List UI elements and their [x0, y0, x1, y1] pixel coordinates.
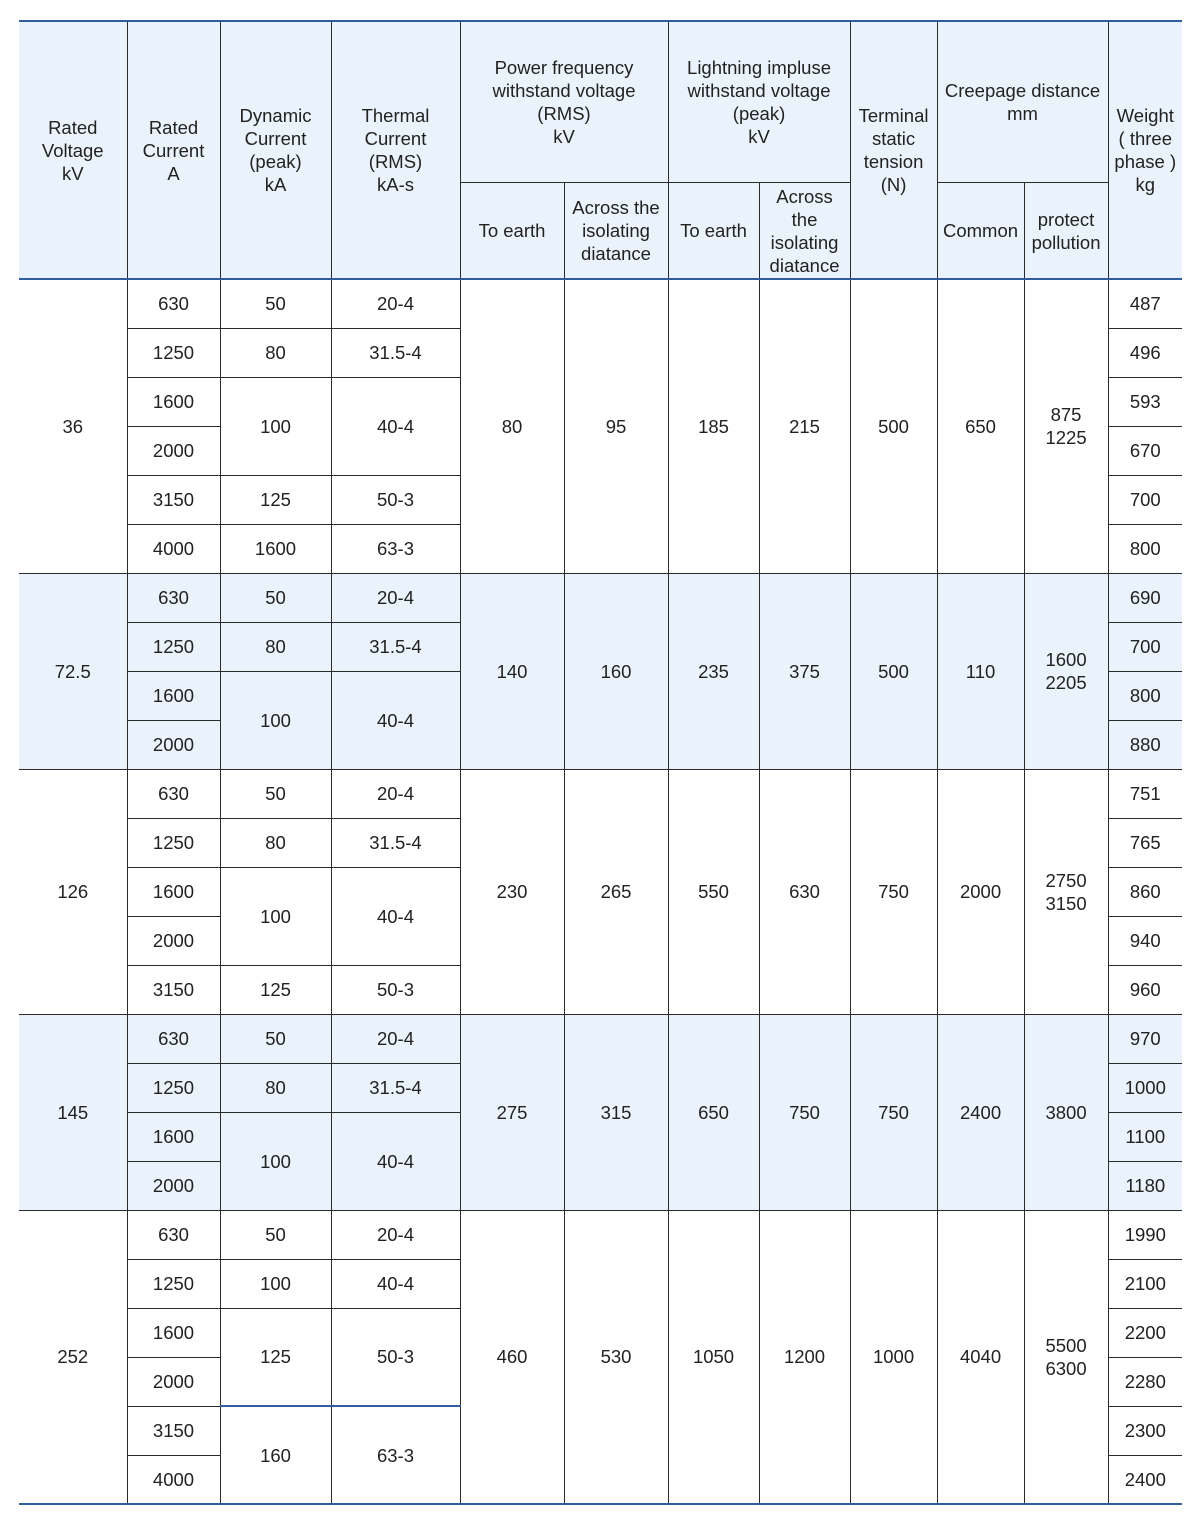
cell-rated-current: 630: [127, 1210, 220, 1259]
cell-text-line: Weight: [1116, 105, 1174, 126]
cell-dynamic-current: 160: [220, 1406, 331, 1504]
cell-creepage-common: 2400: [937, 1014, 1024, 1210]
cell-creepage-protect: [1024, 769, 1108, 1014]
header-power-frequency: [460, 21, 668, 183]
cell-rated-voltage: 145: [19, 1014, 127, 1210]
cell-dynamic-current: 80: [220, 622, 331, 671]
cell-rated-current: 2000: [127, 426, 220, 475]
cell-pf-across: 315: [564, 1014, 668, 1210]
header-lightning-impulse: [668, 21, 850, 183]
cell-pf-to-earth: 230: [460, 769, 564, 1014]
cell-text-line: Thermal: [361, 105, 430, 126]
cell-dynamic-current: 125: [220, 475, 331, 524]
cell-thermal-current: 50-3: [331, 1308, 460, 1406]
cell-text-line: Power frequency: [494, 57, 634, 78]
cell-dynamic-current: 100: [220, 867, 331, 965]
cell-text-line: Across the: [572, 197, 660, 218]
cell-dynamic-current: 50: [220, 769, 331, 818]
cell-weight: 1180: [1108, 1161, 1182, 1210]
cell-rated-current: 1600: [127, 1112, 220, 1161]
cell-pf-across: 265: [564, 769, 668, 1014]
cell-weight: 2280: [1108, 1357, 1182, 1406]
cell-text-line: 2205: [1045, 672, 1087, 693]
cell-thermal-current: 40-4: [331, 377, 460, 475]
cell-thermal-current: 20-4: [331, 769, 460, 818]
cell-weight: 800: [1108, 524, 1182, 573]
cell-rated-voltage: 126: [19, 769, 127, 1014]
cell-rated-current: 1600: [127, 1308, 220, 1357]
cell-text-line: diatance: [581, 243, 651, 264]
cell-li-across: 375: [759, 573, 850, 769]
header-creepage-protect: [1024, 183, 1108, 280]
cell-text-line: 2750: [1045, 869, 1087, 891]
cell-text-line: (RMS): [368, 151, 423, 172]
cell-li-to-earth: 1050: [668, 1210, 759, 1504]
voltage-group-252: [19, 1210, 1182, 1504]
cell-dynamic-current: 1600: [220, 524, 331, 573]
header-pf-across: [564, 183, 668, 280]
cell-weight: 487: [1108, 279, 1182, 328]
cell-weight: 700: [1108, 475, 1182, 524]
cell-thermal-current: 31.5-4: [331, 818, 460, 867]
cell-rated-current: 630: [127, 1014, 220, 1063]
cell-text-line: Rated: [148, 116, 199, 138]
cell-weight: 593: [1108, 377, 1182, 426]
header-pf-to-earth: [460, 183, 564, 280]
cell-text-line: kA: [264, 174, 287, 195]
voltage-group-126: [19, 769, 1182, 1014]
cell-text-line: 3150: [1045, 892, 1087, 914]
cell-text-line: Creepage distance: [944, 80, 1101, 101]
cell-rated-current: 630: [127, 279, 220, 328]
cell-pf-to-earth: 80: [460, 279, 564, 573]
cell-weight: 2400: [1108, 1455, 1182, 1504]
cell-weight: 800: [1108, 671, 1182, 720]
header-li-to-earth: [668, 183, 759, 280]
cell-dynamic-current: 80: [220, 818, 331, 867]
cell-dynamic-current: 50: [220, 279, 331, 328]
cell-text-line: protect: [1037, 208, 1095, 230]
cell-rated-current: 3150: [127, 475, 220, 524]
cell-li-to-earth: 550: [668, 769, 759, 1014]
cell-pf-across: 530: [564, 1210, 668, 1504]
cell-rated-current: 3150: [127, 965, 220, 1014]
cell-pf-across: 160: [564, 573, 668, 769]
voltage-group-72-5: [19, 573, 1182, 769]
cell-terminal-tension: 1000: [850, 1210, 937, 1504]
cell-thermal-current: 63-3: [331, 1406, 460, 1504]
cell-weight: 751: [1108, 769, 1182, 818]
cell-thermal-current: 50-3: [331, 475, 460, 524]
cell-text-line: 875: [1050, 404, 1082, 426]
cell-text-line: static: [871, 128, 916, 149]
cell-li-to-earth: 185: [668, 279, 759, 573]
cell-weight: 2300: [1108, 1406, 1182, 1455]
cell-thermal-current: 20-4: [331, 279, 460, 328]
table-header: [19, 21, 1182, 279]
cell-text-line: the: [791, 208, 818, 230]
cell-creepage-protect: [1024, 573, 1108, 769]
cell-text-line: Terminal: [858, 105, 929, 126]
cell-weight: 690: [1108, 573, 1182, 622]
cell-thermal-current: 20-4: [331, 1014, 460, 1063]
cell-rated-current: 1250: [127, 328, 220, 377]
cell-pf-to-earth: 460: [460, 1210, 564, 1504]
voltage-group-145: [19, 1014, 1182, 1210]
cell-thermal-current: 63-3: [331, 524, 460, 573]
cell-text-line: (peak): [732, 103, 786, 124]
cell-text-line: kV: [61, 162, 84, 184]
cell-creepage-common: 110: [937, 573, 1024, 769]
cell-text-line: diatance: [769, 254, 840, 276]
cell-creepage-common: 2000: [937, 769, 1024, 1014]
cell-weight: 880: [1108, 720, 1182, 769]
cell-creepage-protect: [1024, 279, 1108, 573]
cell-creepage-protect: [1024, 1014, 1108, 1210]
cell-thermal-current: 31.5-4: [331, 1063, 460, 1112]
cell-rated-current: 1250: [127, 1063, 220, 1112]
header-creepage-common: [937, 183, 1024, 280]
cell-rated-voltage: 36: [19, 279, 127, 573]
table-row: [19, 573, 1182, 622]
cell-rated-current: 2000: [127, 720, 220, 769]
cell-rated-current: 3150: [127, 1406, 220, 1455]
cell-text-line: withstand voltage: [492, 80, 636, 101]
cell-rated-current: 4000: [127, 524, 220, 573]
cell-text-line: 1225: [1045, 427, 1087, 449]
cell-li-across: 1200: [759, 1210, 850, 1504]
cell-thermal-current: 50-3: [331, 965, 460, 1014]
cell-thermal-current: 31.5-4: [331, 328, 460, 377]
cell-dynamic-current: 125: [220, 965, 331, 1014]
cell-text-line: (N): [880, 174, 907, 195]
cell-rated-current: 2000: [127, 1161, 220, 1210]
cell-text-line: Common: [943, 220, 1019, 241]
cell-rated-current: 1250: [127, 1259, 220, 1308]
cell-creepage-protect: [1024, 1210, 1108, 1504]
cell-li-across: 750: [759, 1014, 850, 1210]
cell-weight: 496: [1108, 328, 1182, 377]
cell-terminal-tension: 750: [850, 769, 937, 1014]
cell-text-line: Rated: [48, 116, 98, 138]
cell-thermal-current: 40-4: [331, 671, 460, 769]
cell-weight: 1990: [1108, 1210, 1182, 1259]
cell-thermal-current: 40-4: [331, 1112, 460, 1210]
cell-text-line: Across: [776, 185, 833, 207]
cell-weight: 940: [1108, 916, 1182, 965]
cell-weight: 970: [1108, 1014, 1182, 1063]
cell-thermal-current: 20-4: [331, 1210, 460, 1259]
cell-rated-current: 4000: [127, 1455, 220, 1504]
cell-creepage-common: 4040: [937, 1210, 1024, 1504]
cell-terminal-tension: 500: [850, 573, 937, 769]
cell-text-line: (peak): [249, 151, 302, 172]
cell-text-line: (RMS): [537, 103, 591, 124]
cell-rated-current: 2000: [127, 916, 220, 965]
cell-weight: 1100: [1108, 1112, 1182, 1161]
cell-weight: 700: [1108, 622, 1182, 671]
cell-weight: 1000: [1108, 1063, 1182, 1112]
cell-weight: 670: [1108, 426, 1182, 475]
cell-dynamic-current: 80: [220, 328, 331, 377]
cell-text-line: Current: [244, 128, 307, 149]
cell-rated-current: 2000: [127, 1357, 220, 1406]
cell-pf-to-earth: 140: [460, 573, 564, 769]
cell-weight: 765: [1108, 818, 1182, 867]
table-row: [19, 769, 1182, 818]
cell-pf-to-earth: 275: [460, 1014, 564, 1210]
table-row: [19, 1210, 1182, 1259]
header-li-across: [759, 183, 850, 280]
cell-thermal-current: 20-4: [331, 573, 460, 622]
cell-text-line: To earth: [680, 220, 747, 241]
cell-rated-current: 1600: [127, 377, 220, 426]
cell-text-line: isolating: [770, 231, 839, 253]
cell-thermal-current: 40-4: [331, 867, 460, 965]
header-rated-voltage: [19, 21, 127, 279]
cell-thermal-current: 31.5-4: [331, 622, 460, 671]
cell-rated-current: 1250: [127, 818, 220, 867]
cell-text-line: 1600: [1045, 649, 1087, 670]
cell-dynamic-current: 80: [220, 1063, 331, 1112]
cell-rated-current: 630: [127, 769, 220, 818]
spec-table-container: [19, 20, 1182, 1505]
cell-weight: 860: [1108, 867, 1182, 916]
cell-li-across: 215: [759, 279, 850, 573]
cell-dynamic-current: 50: [220, 573, 331, 622]
cell-dynamic-current: 100: [220, 1259, 331, 1308]
cell-text-line: Voltage: [41, 139, 104, 161]
cell-rated-current: 1600: [127, 671, 220, 720]
switch-spec-table: [19, 20, 1182, 1505]
cell-text-line: kA-s: [377, 174, 414, 195]
cell-text-line: isolating: [582, 220, 650, 241]
table-row: [19, 279, 1182, 328]
cell-text-line: Current: [142, 139, 205, 161]
cell-weight: 2200: [1108, 1308, 1182, 1357]
header-rated-current: [127, 21, 220, 279]
cell-text-line: ( three: [1118, 128, 1173, 149]
cell-dynamic-current: 100: [220, 1112, 331, 1210]
header-dynamic-current: [220, 21, 331, 279]
cell-rated-current: 630: [127, 573, 220, 622]
cell-li-to-earth: 235: [668, 573, 759, 769]
cell-text-line: tension: [863, 151, 924, 172]
voltage-group-36: [19, 279, 1182, 573]
cell-text-line: kV: [748, 126, 770, 147]
cell-rated-voltage: 72.5: [19, 573, 127, 769]
cell-dynamic-current: 100: [220, 377, 331, 475]
header-creepage-distance: [937, 21, 1108, 183]
cell-text-line: 6300: [1045, 1357, 1087, 1379]
header-thermal-current: [331, 21, 460, 279]
cell-li-across: 630: [759, 769, 850, 1014]
cell-text-line: kg: [1135, 174, 1156, 195]
cell-text-line: To earth: [478, 220, 546, 241]
cell-rated-voltage: 252: [19, 1210, 127, 1504]
cell-terminal-tension: 500: [850, 279, 937, 573]
cell-dynamic-current: 100: [220, 671, 331, 769]
cell-creepage-common: 650: [937, 279, 1024, 573]
table-row: [19, 1014, 1182, 1063]
cell-weight: 960: [1108, 965, 1182, 1014]
cell-dynamic-current: 50: [220, 1210, 331, 1259]
cell-rated-current: 1600: [127, 867, 220, 916]
cell-weight: 2100: [1108, 1259, 1182, 1308]
cell-text-line: 3800: [1045, 1101, 1087, 1123]
header-weight: [1108, 21, 1182, 279]
cell-text-line: phase ): [1114, 151, 1177, 172]
cell-text-line: withstand voltage: [687, 80, 831, 101]
cell-text-line: 5500: [1045, 1334, 1087, 1356]
cell-text-line: kV: [553, 126, 575, 147]
cell-text-line: pollution: [1031, 231, 1101, 253]
cell-text-line: mm: [1007, 103, 1038, 124]
cell-pf-across: 95: [564, 279, 668, 573]
cell-dynamic-current: 125: [220, 1308, 331, 1406]
cell-text-line: Lightning impluse: [687, 57, 832, 78]
cell-li-to-earth: 650: [668, 1014, 759, 1210]
cell-dynamic-current: 50: [220, 1014, 331, 1063]
cell-text-line: A: [167, 162, 180, 184]
cell-text-line: Current: [364, 128, 427, 149]
cell-thermal-current: 40-4: [331, 1259, 460, 1308]
header-terminal-static-tension: [850, 21, 937, 279]
cell-terminal-tension: 750: [850, 1014, 937, 1210]
cell-rated-current: 1250: [127, 622, 220, 671]
cell-text-line: Dynamic: [239, 105, 312, 126]
